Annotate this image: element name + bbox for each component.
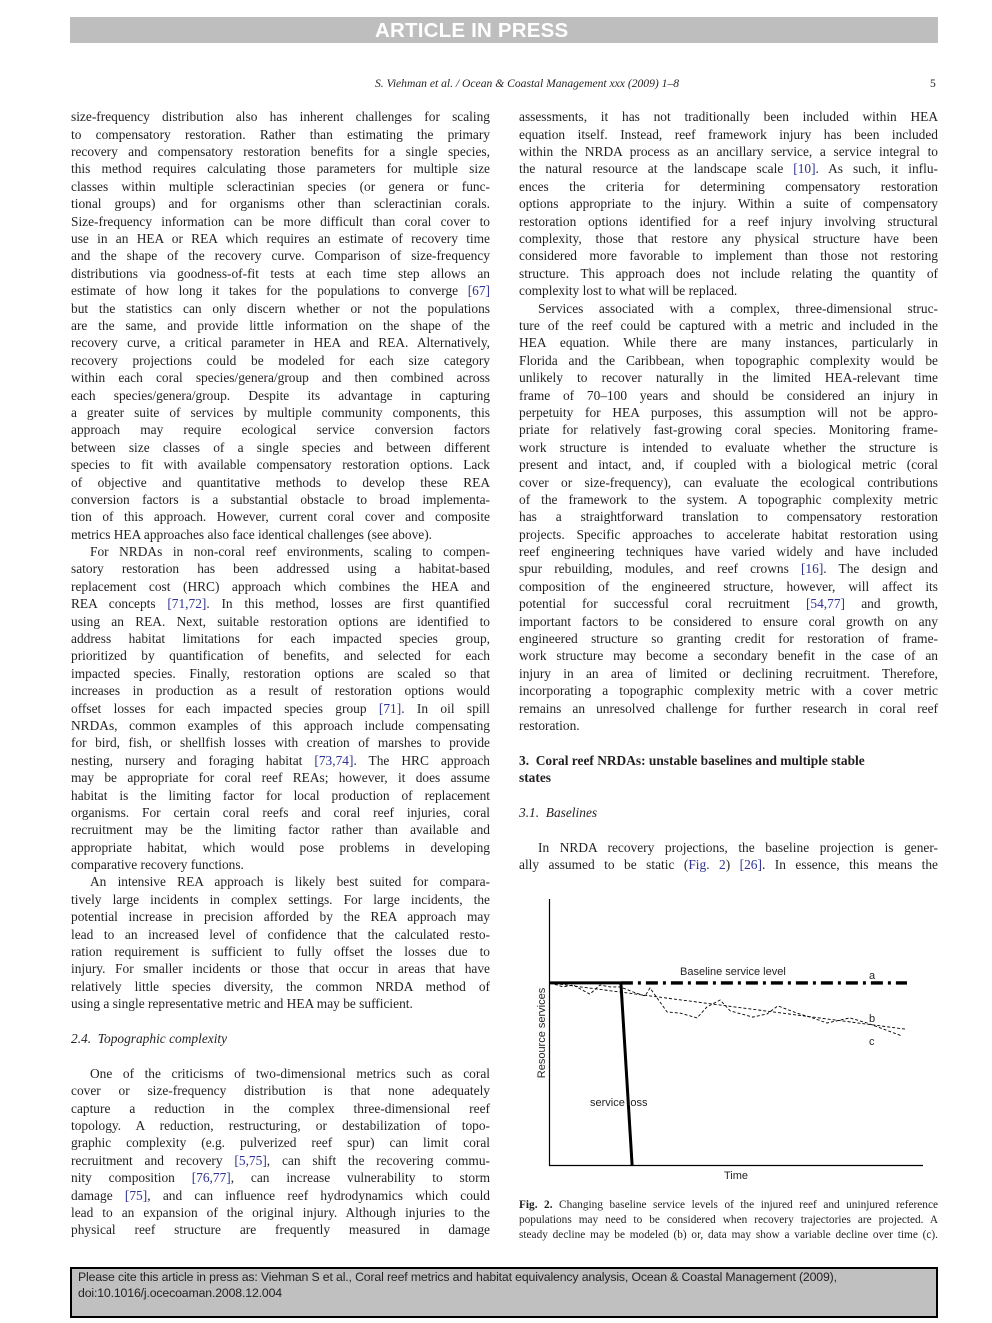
text-line: physical reef structure are frequently measured in damage [71,1222,490,1238]
body-paragraph [71,108,490,543]
text-line: HEA equation. While there are many instances, particularly in [519,335,938,351]
series-c-label: c [869,1036,875,1048]
y-axis-label: Resource services [536,987,548,1079]
text-line: In NRDA recovery projections, the baseline projection is gener- [538,839,938,855]
text-line: species to fit with available compensatory restoration options. Lack [71,457,490,473]
text-line: injury. For smaller incidents or those that occur in areas that have [71,961,490,977]
caption-text: Changing baseline service levels of the injured reef and uninjured reference [559,1198,938,1211]
text-line: NRDAs, common examples of this approach include compensating [71,717,490,733]
text-line: One of the criticisms of two-dimensional metrics such as coral [90,1065,490,1081]
text-line: spur rebuilding, modules, and reef crowns [16]. The design and [519,561,938,577]
text-line: injury in an area of limited or declining recruitment. Therefore, [519,665,938,681]
text-line: size-frequency distribution also has inherent challenges for scaling [71,109,490,125]
citation-link[interactable]: [10] [793,161,816,177]
text-line: conversion factors is a substantial obstacle to broad implementa- [71,491,490,507]
text-line: incorporating a topographic complexity metric with a cover metric [519,683,938,699]
section-heading [519,752,938,787]
text-line: recovery projections could be modeled for each size category [71,352,490,368]
figure-caption [519,1198,938,1243]
section-heading-line: 3. Coral reef NRDAs: unstable baselines and multiple stable [519,752,865,768]
section-heading-line: states [519,770,551,786]
text-line: each species/genera/group. Despite its advantage in capturing [71,387,490,403]
running-header-citation: S. Viehman et al. / Ocean & Coastal Management xxx (2009) 1–8 [375,77,680,90]
text-line: distributions via goodness-of-fit tests at each time step allows an [71,265,490,281]
series-a-label: a [869,970,876,982]
caption-line: populations may need to be considered when recovery trajectories are projected. A [519,1213,938,1226]
text-line: damage [75], and can influence reef hydrodynamics which could [71,1187,490,1203]
text-line: remains an unresolved challenge for further research in coral reef [519,700,938,716]
text-line: using a single representative metric and HEA may be sufficient. [71,996,413,1012]
text-line: between size classes of a single species and between different [71,439,490,455]
text-line: engineered structure so granting credit for restoration of frame- [519,631,938,647]
text-line: potential increase in precision afforded by the REA approach may [71,909,490,925]
text-line: estimate of how long it takes for the populations to converge [67] [71,283,490,299]
citation-link[interactable]: [71] [378,700,402,716]
text-line: capture a reduction in the complex three-dimensional reef [71,1100,490,1116]
text-line: address habitat limitations for each impacted species group, [71,631,490,647]
text-line: a greater suite of services by multiple community components, this [71,404,490,420]
text-line: restoration options identified for a reef injury involving structural [519,213,938,229]
citation-link[interactable]: [73,74] [314,752,354,768]
citation-link[interactable]: [71,72] [167,596,207,612]
text-line: of objective and quantitative methods to develop these REA [71,474,490,490]
text-line: lead to an increased level of confidence that the calculated resto- [71,926,490,942]
body-paragraph [71,543,490,873]
body-paragraph [519,108,938,299]
right-text-column [519,108,938,873]
left-text-column [71,108,490,1238]
text-line: assessments, it has not traditionally been included within HEA [519,109,938,125]
text-line: replacement cost (HRC) approach which combines the HEA and [71,578,490,594]
text-line: complexity lost to what will be replaced. [519,283,738,299]
text-line: present and intact, and, if coupled with a biological metric (coral [519,457,938,473]
text-line: recovery curve, a critical parameter in HEA and REA. Alternatively, [71,335,490,351]
doi-line[interactable]: doi:10.1016/j.ocecoaman.2008.12.004 [78,1286,282,1300]
citation-link[interactable]: [75] [124,1187,148,1203]
caption-label: Fig. 2. [519,1198,553,1211]
text-line: habitat is the limiting factor for local production of replacement [71,787,490,803]
text-line: projects. Specific approaches to accelerate habitat restoration using [519,526,938,542]
text-line: ally assumed to be static (Fig. 2) [26]. In essence, this means the [519,857,938,873]
citation-notice-line: Please cite this article in press as: Viehman S et al., Coral reef metrics and habitat equivalency analysis, Ocean & Coastal Management (2009), [78,1270,837,1284]
citation-link[interactable]: [76,77] [191,1170,231,1186]
text-line: recovery and compensatory restoration benefits for a single species, [71,144,490,160]
text-line: ences the criteria for determining compensatory restoration [519,178,938,194]
citation-link[interactable]: [67] [467,283,490,299]
text-line: Florida and the Caribbean, when topographic complexity would be [519,352,938,368]
text-line: this method requires calculating those parameters for multiple size [71,161,490,177]
text-line: tional groups) and for organisms other than scleractinian corals. [71,196,490,212]
text-line: Size-frequency information can be more difficult than coral cover to [71,213,490,229]
text-line: For NRDAs in non-coral reef environments, scaling to compen- [90,544,490,560]
text-line: offset losses for each impacted species group [71]. In oil spill [71,700,490,716]
text-line: organisms. For certain coral reefs and coral reef injuries, coral [71,804,490,820]
text-line: REA concepts [71,72]. In this method, losses are first quantified [71,596,490,612]
text-line: nesting, nursery and foraging habitat [73,74]. The HRC approach [71,752,490,768]
text-line: reef engineering techniques have varied widely and have included [519,544,938,560]
text-line: An intensive REA approach is likely best suited for compara- [90,874,490,890]
text-line: unlikely to recover naturally in the limited HEA-relevant time [519,370,938,386]
figure-reference-link[interactable]: Fig. 2 [688,857,726,873]
text-line: restoration. [519,717,580,733]
text-line: recruitment may be the limiting factor rather than available and [71,822,490,838]
text-line: are the same, and provide little information on the shape of the [71,317,490,333]
text-line: using an REA. Next, suitable restoration options are identified to [71,613,490,629]
text-line: Services associated with a complex, three-dimensional struc- [538,300,938,316]
text-line: impacted species. Finally, restoration options are scaled so that [71,665,490,681]
text-line: structure. This approach does not include relating the quantity of [519,265,938,281]
body-paragraph [71,1065,490,1239]
text-line: nity composition [76,77], can increase vulnerability to storm [71,1170,490,1186]
text-line: increases in production as a result of restoration options would [71,683,490,699]
text-line: composition of the engineered structure, however, will affect its [519,578,938,594]
text-line: of the framework to the system. A topographic complexity metric [519,491,938,507]
text-line: priate for relatively fast-growing coral species. Monitoring frame- [519,422,938,438]
text-line: relatively little species diversity, the common NRDA method of [71,978,490,994]
text-line: perpetuity for HEA purposes, this assumption will not be appro- [519,404,938,420]
caption-line: steady decline may be modeled (b) or, data may show a variable decline over time (c). [519,1228,938,1241]
text-line: potential for successful coral recruitment [54,77] and growth, [519,596,938,612]
text-line: to compensatory restoration. Rather than estimating the primary [71,126,490,142]
series-b-steady-decline [550,983,905,1029]
text-line: the natural resource at the landscape scale [10]. As such, it influ- [519,161,938,177]
body-paragraph [71,873,490,1012]
body-paragraph [519,839,938,874]
text-line: but the statistics can only discern whether or not the populations [71,300,490,316]
text-line: use in an HEA or REA which requires an estimate of recovery time [71,231,490,247]
page-number: 5 [930,77,936,90]
subsection-heading: 3.1. Baselines [519,804,598,820]
citation-link[interactable]: [26] [739,857,762,873]
text-line: tion of this approach. However, current coral cover and composite [71,509,490,525]
text-line: ration requirement is sufficient to fully offset the losses due to [71,944,490,960]
text-line: may be appropriate for coral reef REAs; however, it does assume [71,770,490,786]
text-line: satory restoration has been addressed using a habitat-based [71,561,490,577]
citation-notice-box [70,1267,938,1318]
text-line: approach may require ecological service conversion factors [71,422,490,438]
text-line: recruitment and recovery [5,75], can shift the recovering commu- [71,1152,490,1168]
text-line: within each coral species/genera/group and then combined across [71,370,490,386]
baseline-service-level-label: Baseline service level [680,966,786,978]
text-line: and the shape of the recovery curve. Comparison of size-frequency [71,248,490,264]
text-line: cover or size-frequency distribution is that none adequately [71,1083,490,1099]
banner-text: ARTICLE IN PRESS [375,19,569,42]
text-line: appropriate habitat, which would pose problems in developing [71,839,490,855]
series-c-variable-decline [550,983,902,1036]
text-line: lead to an expansion of the original injury. Although injuries to the [71,1204,490,1220]
series-service-loss [621,983,632,1165]
text-line: frame of 70–100 years and should be considered an injury in [519,387,938,403]
text-line: work structure is intended to evaluate whether the structure is [519,439,938,455]
text-line: important factors to be considered to ensure coral growth on any [519,613,938,629]
citation-link[interactable]: [16] [800,561,824,577]
text-line: equation itself. Instead, reef framework injury has been included [519,126,938,142]
citation-link[interactable]: [54,77] [805,596,845,612]
text-line: graphic complexity (e.g. pulverized reef spur) can limit coral [71,1135,490,1151]
citation-link[interactable]: [5,75] [234,1152,267,1168]
article-in-press-banner [70,17,938,43]
text-line: topology. A reduction, restructuring, or destabilization of topo- [71,1117,490,1133]
text-line: tively large incidents in complex settings. For large incidents, the [71,891,490,907]
text-line: within the NRDA process as an ancillary service, a service integral to [519,144,938,160]
text-line: metrics HEA approaches also face identical challenges (see above). [71,526,433,542]
text-line: cover or size-frequency), can evaluate the ecological contributions [519,474,938,490]
text-line: for bird, fish, or shellfish losses with creation of marshes to provide [71,735,490,751]
text-line: ture of the reef could be captured with a metric and included in the [519,317,938,333]
text-line: comparative recovery functions. [71,857,244,873]
chart-svg [519,885,939,1185]
text-line: classes within multiple scleractinian species (or genera or func- [71,178,490,194]
series-b-label: b [869,1013,876,1025]
text-line: complexity, those that restore any physical structure have been [519,231,938,247]
text-line: options appropriate to the injury. Within a suite of compensatory [519,196,938,212]
subsection-heading: 2.4. Topographic complexity [71,1031,228,1046]
x-axis-label: Time [724,1170,749,1182]
text-line: has a straightforward translation to compensatory restoration [519,509,938,525]
service-loss-label: service loss [590,1097,648,1109]
text-line: work structure may become a secondary benefit in the case of an [519,648,938,664]
text-line: considered more favorable to implement than those not restoring [519,248,938,264]
figure-2-chart [519,885,939,1185]
text-line: prioritized by quantification of benefits, and selected for each [71,648,490,664]
caption-line [519,1198,938,1213]
body-paragraph [519,300,938,735]
